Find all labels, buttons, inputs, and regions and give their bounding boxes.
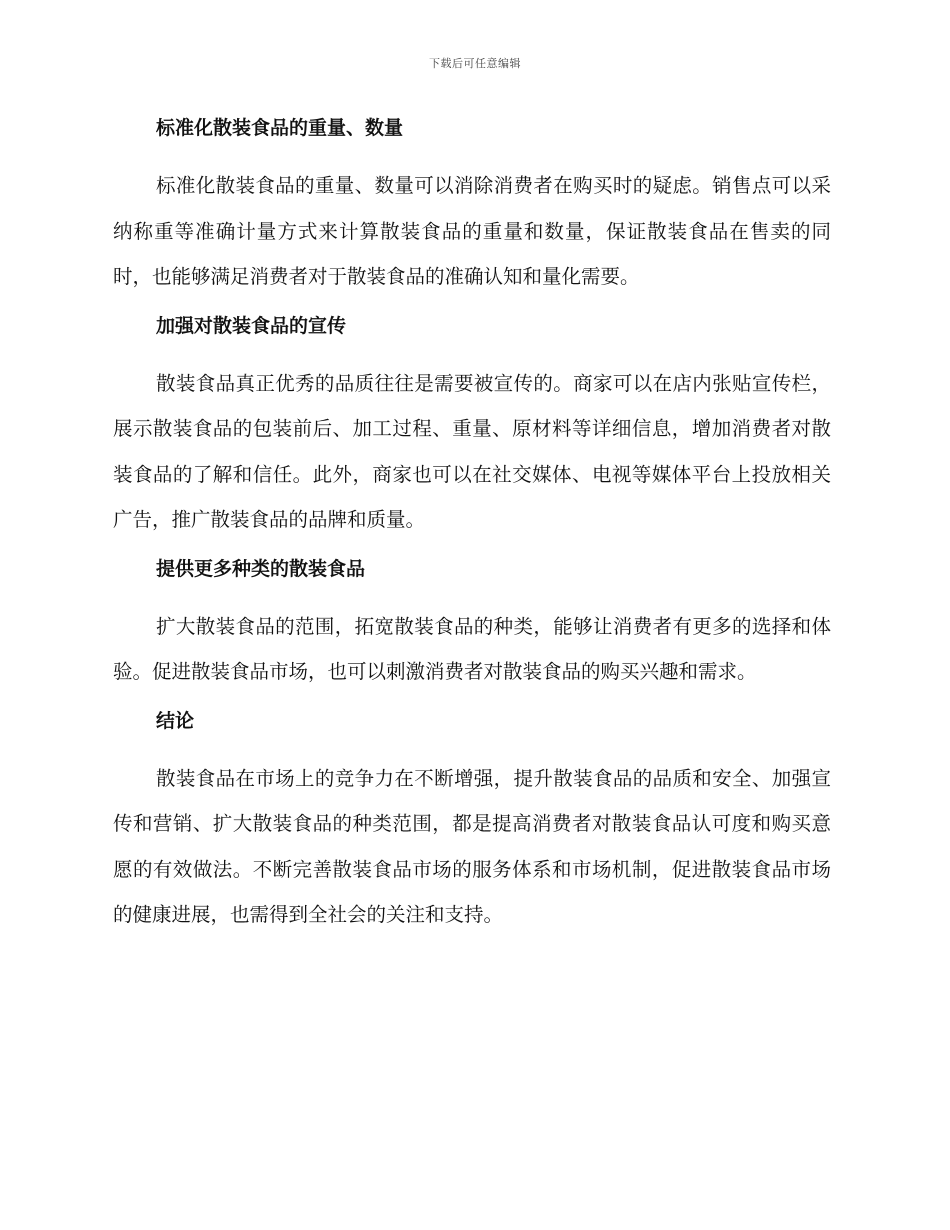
section-paragraph: 散装食品真正优秀的品质往往是需要被宣传的。商家可以在店内张贴宣传栏，展示散装食品的包装前后、加工过程、重量、原材料等详细信息，增加消费者对散装食品的了解和信任。此外，商家也可以在社交媒体、电视等媒体平台上投放相关广告，推广散装食品的品牌和质量。 <box>113 371 831 531</box>
section-heading: 结论 <box>156 709 195 732</box>
document-body <box>113 110 831 938</box>
section-more-varieties <box>113 551 831 703</box>
section-conclusion <box>113 703 831 938</box>
section-standardize-weight <box>113 110 831 308</box>
section-promotion <box>113 308 831 551</box>
section-paragraph: 扩大散装食品的范围，拓宽散装食品的种类，能够让消费者有更多的选择和体验。促进散装食品市场，也可以刺激消费者对散装食品的购买兴趣和需求。 <box>113 614 831 683</box>
section-heading: 加强对散装食品的宣传 <box>156 314 347 337</box>
page-header-note: 下载后可任意编辑 <box>429 57 521 70</box>
section-paragraph: 标准化散装食品的重量、数量可以消除消费者在购买时的疑虑。销售点可以采纳称重等准确计量方式来计算散装食品的重量和数量，保证散装食品在售卖的同时，也能够满足消费者对于散装食品的准确认知和量化需要。 <box>113 174 831 288</box>
section-heading: 标准化散装食品的重量、数量 <box>156 117 404 139</box>
section-heading: 提供更多种类的散装食品 <box>156 557 366 580</box>
section-paragraph: 散装食品在市场上的竞争力在不断增强，提升散装食品的品质和安全、加强宣传和营销、扩大散装食品的种类范围，都是提高消费者对散装食品认可度和购买意愿的有效做法。不断完善散装食品市场的服务体系和市场机制，促进散装食品市场的健康进展，也需得到全社会的关注和支持。 <box>113 766 831 926</box>
